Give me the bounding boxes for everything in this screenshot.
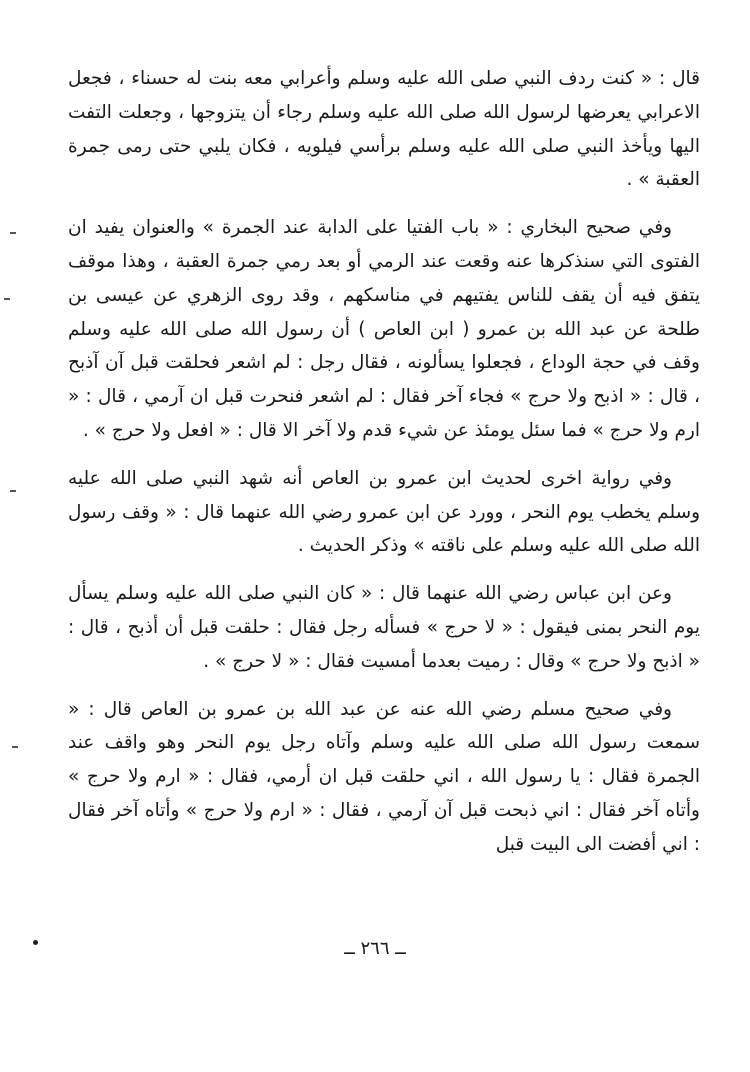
page-body [68, 62, 700, 862]
margin-dot [33, 940, 38, 945]
page-number: ــ ٢٦٦ ــ [344, 938, 406, 959]
paragraph-3: وفي رواية اخرى لحديث ابن عمرو بن العاص أنه شهد النبي صلى الله عليه وسلم يخطب يوم النحر ، وورد عن ابن عمرو رضي الله عنهما قال : « وقف رسول الله صلى الله عليه وسلم على ناقته » وذكر الحديث . [68, 467, 700, 557]
margin-mark [10, 232, 16, 234]
paragraph-2: وفي صحيح البخاري : « باب الفتيا على الدابة عند الجمرة » والعنوان يفيد ان الفتوى التي سنذكرها عنه وقعت عند الرمي أو بعد رمي جمرة العقبة ، وهذا موقف يتفق فيه أن يقف للناس يفتيهم في مناسكهم ، وقد روى الزهري عن عيسى بن طلحة عن عبد الله بن عمرو ( ابن العاص ) أن رسول الله صلى الله عليه وسلم وقف في حجة الوداع ، فجعلوا يسألونه ، فقال رجل : لم اشعر فحلقت قبل آن آذبح ، قال : « اذبح ولا حرج » فجاء آخر فقال : لم اشعر فنحرت قبل ان آرمي ، قال : « ارم ولا حرج » فما سئل يومئذ عن شيء قدم ولا آخر الا قال : « افعل ولا حرج » . [68, 217, 700, 441]
margin-mark [4, 298, 10, 300]
paragraph-1: قال : « كنت ردف النبي صلى الله عليه وسلم وأعرابي معه بنت له حسناء ، فجعل الاعرابي يعرضها لرسول الله صلى الله عليه وسلم رجاء أن يتزوجها ، وجعلت التفت اليها ويأخذ النبي صلى الله عليه وسلم برأسي فيلويه ، فكان يلبي حتى رمى جمرة العقبة » . [68, 68, 700, 191]
margin-mark [12, 746, 18, 748]
paragraph-4: وعن ابن عباس رضي الله عنهما قال : « كان النبي صلى الله عليه وسلم يسأل يوم النحر بمنى فيقول : « لا حرج » فسأله رجل فقال : حلقت قبل أن أذبح ، قال : « اذبح ولا حرج » وقال : رميت بعدما أمسيت فقال : « لا حرج » . [68, 583, 700, 672]
paragraph-5: وفي صحيح مسلم رضي الله عنه عن عبد الله بن عمرو بن العاص قال : « سمعت رسول الله صلى الله عليه وسلم وآتاه رجل يوم النحر وهو واقف عند الجمرة فقال : يا رسول الله ، اني حلقت قبل ان أرمي، فقال : « ارم ولا حرج » وأتاه آخر فقال : اني ذبحت قبل آن آرمي ، فقال : « ارم ولا حرج » وأتاه آخر فقال : اني أفضت الى البيت قبل [68, 698, 700, 855]
margin-mark [10, 490, 16, 492]
